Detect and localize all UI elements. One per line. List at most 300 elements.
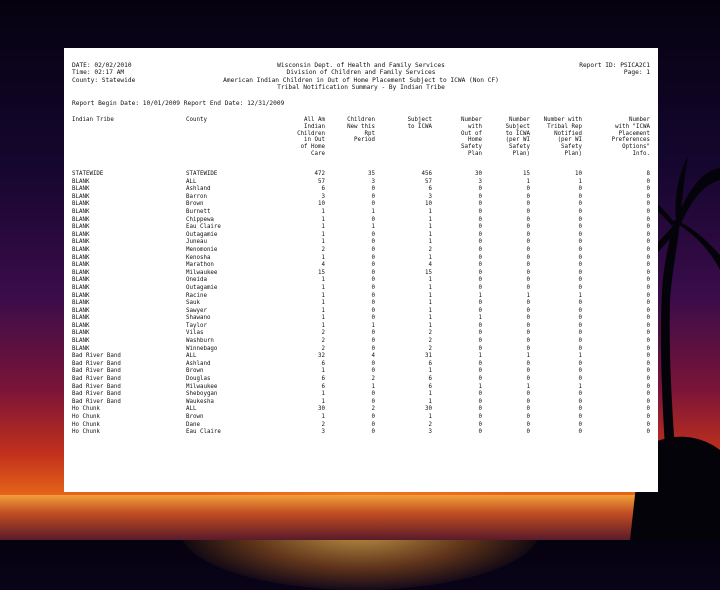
- cell-tribe: BLANK: [72, 338, 90, 345]
- page-number: Page: 1: [623, 69, 650, 77]
- cell-value: 0: [478, 254, 482, 261]
- cell-value: 0: [526, 307, 530, 314]
- cell-value: 1: [321, 231, 325, 238]
- cell-value: 0: [526, 216, 530, 223]
- cell-value: 0: [646, 216, 650, 223]
- cell-value: 0: [646, 368, 650, 375]
- cell-value: 1: [321, 315, 325, 322]
- cell-value: 32: [318, 353, 325, 360]
- table-row: [72, 308, 650, 316]
- cell-tribe: BLANK: [72, 345, 90, 352]
- cell-tribe: Bad River Band: [72, 383, 121, 390]
- col-header-tribe: Indian Tribe: [72, 117, 114, 123]
- cell-tribe: STATEWIDE: [72, 171, 104, 177]
- cell-value: 0: [526, 239, 530, 246]
- table-row: [72, 217, 650, 225]
- cell-value: 2: [321, 246, 325, 253]
- cell-value: 1: [428, 239, 432, 246]
- cell-tribe: BLANK: [72, 246, 90, 253]
- cell-value: 0: [646, 421, 650, 428]
- cell-tribe: Bad River Band: [72, 353, 121, 360]
- cell-value: 3: [428, 429, 432, 436]
- cell-value: 0: [646, 292, 650, 299]
- cell-value: 0: [371, 231, 375, 238]
- cell-value: 0: [478, 338, 482, 345]
- cell-tribe: Bad River Band: [72, 376, 121, 383]
- cell-value: 0: [371, 201, 375, 208]
- cell-tribe: BLANK: [72, 208, 90, 215]
- cell-value: 0: [578, 414, 582, 420]
- cell-tribe: BLANK: [72, 231, 90, 238]
- cell-value: 0: [646, 284, 650, 291]
- cell-value: 0: [371, 193, 375, 200]
- table-row: [72, 201, 650, 209]
- cell-value: 0: [371, 345, 375, 352]
- cell-value: 0: [526, 376, 530, 383]
- table-row: [72, 399, 650, 407]
- cell-county: Sheboygan: [186, 391, 218, 398]
- cell-value: 0: [478, 186, 482, 193]
- cell-county: Vilas: [186, 330, 204, 337]
- cell-county: STATEWIDE: [186, 171, 218, 177]
- table-row: [72, 330, 650, 338]
- report-date-range: Report Begin Date: 10/01/2009 Report End Date: 12/31/2009: [72, 100, 285, 107]
- col-header-county: County: [186, 117, 207, 123]
- table-row: [72, 247, 650, 255]
- cell-value: 472: [314, 171, 325, 177]
- cell-tribe: BLANK: [72, 292, 90, 299]
- cell-county: Outagamie: [186, 231, 218, 238]
- cell-value: 0: [526, 269, 530, 276]
- cell-value: 0: [371, 292, 375, 299]
- cell-value: 1: [371, 383, 375, 390]
- cell-value: 0: [578, 231, 582, 238]
- cell-value: 0: [526, 406, 530, 413]
- cell-value: 0: [646, 322, 650, 329]
- cell-value: 456: [421, 171, 432, 177]
- cell-county: Brown: [186, 368, 204, 375]
- cell-value: 2: [428, 345, 432, 352]
- cell-county: Taylor: [186, 322, 207, 329]
- cell-county: Milwaukee: [186, 383, 218, 390]
- cell-value: 0: [578, 330, 582, 337]
- cell-value: 35: [368, 171, 375, 177]
- cell-value: 6: [321, 360, 325, 367]
- cell-value: 0: [371, 254, 375, 261]
- cell-county: Eau Claire: [186, 224, 221, 231]
- table-row: [72, 338, 650, 346]
- cell-value: 0: [526, 398, 530, 405]
- cell-county: Barron: [186, 193, 207, 200]
- cell-value: 0: [526, 224, 530, 231]
- cell-value: 0: [526, 208, 530, 215]
- cell-tribe: BLANK: [72, 224, 90, 231]
- cell-value: 1: [428, 307, 432, 314]
- table-row: [72, 262, 650, 270]
- table-row: [72, 293, 650, 301]
- cell-county: Sauk: [186, 300, 200, 307]
- cell-value: 0: [526, 254, 530, 261]
- cell-value: 1: [321, 391, 325, 398]
- cell-county: Brown: [186, 201, 204, 208]
- cell-value: 0: [371, 315, 375, 322]
- cell-value: 0: [371, 368, 375, 375]
- cell-tribe: BLANK: [72, 330, 90, 337]
- cell-value: 0: [578, 254, 582, 261]
- cell-value: 0: [371, 216, 375, 223]
- cell-value: 0: [478, 414, 482, 420]
- cell-value: 0: [478, 345, 482, 352]
- cell-value: 0: [526, 315, 530, 322]
- cell-value: 10: [318, 201, 325, 208]
- cell-tribe: Bad River Band: [72, 391, 121, 398]
- cell-county: Dane: [186, 421, 200, 428]
- cell-value: 0: [478, 391, 482, 398]
- table-row: [72, 209, 650, 217]
- cell-tribe: Ho Chunk: [72, 414, 100, 420]
- cell-value: 57: [318, 178, 325, 185]
- col-header-new-children: Children New this Rpt Period: [347, 117, 375, 144]
- cell-value: 0: [578, 307, 582, 314]
- cell-tribe: BLANK: [72, 307, 90, 314]
- cell-value: 30: [318, 406, 325, 413]
- cell-county: Juneau: [186, 239, 207, 246]
- cell-value: 0: [526, 345, 530, 352]
- col-header-subject-icwa-plan: Number Subject to ICWA (per WI Safety Plan): [505, 117, 530, 157]
- cell-value: 0: [526, 360, 530, 367]
- cell-county: Marathon: [186, 262, 214, 269]
- cell-county: Ashland: [186, 186, 211, 193]
- cell-county: Milwaukee: [186, 269, 218, 276]
- cell-value: 1: [578, 353, 582, 360]
- cell-value: 15: [318, 269, 325, 276]
- cell-value: 0: [526, 284, 530, 291]
- cell-value: 0: [578, 429, 582, 436]
- cell-value: 0: [478, 322, 482, 329]
- cell-county: Douglas: [186, 376, 211, 383]
- cell-value: 0: [578, 277, 582, 284]
- cell-value: 1: [578, 178, 582, 185]
- cell-value: 1: [321, 414, 325, 420]
- cell-value: 0: [478, 193, 482, 200]
- table-row: [72, 429, 650, 437]
- cell-value: 1: [321, 322, 325, 329]
- cell-tribe: BLANK: [72, 193, 90, 200]
- cell-county: Ashland: [186, 360, 211, 367]
- cell-value: 2: [428, 246, 432, 253]
- cell-value: 1: [428, 208, 432, 215]
- table-row: [72, 353, 650, 361]
- cell-value: 0: [578, 186, 582, 193]
- cell-value: 1: [371, 208, 375, 215]
- table-row: [72, 414, 650, 422]
- cell-value: 0: [646, 383, 650, 390]
- cell-value: 8: [646, 171, 650, 177]
- cell-value: 0: [478, 368, 482, 375]
- cell-value: 0: [526, 193, 530, 200]
- cell-value: 0: [646, 345, 650, 352]
- cell-value: 4: [428, 262, 432, 269]
- cell-tribe: BLANK: [72, 300, 90, 307]
- cell-value: 0: [578, 338, 582, 345]
- table-row: [72, 179, 650, 187]
- cell-value: 0: [646, 398, 650, 405]
- cell-value: 0: [526, 338, 530, 345]
- col-header-safety-plan: Number with Out of Home Safety Plan: [461, 117, 482, 157]
- cell-value: 0: [646, 178, 650, 185]
- cell-value: 0: [371, 262, 375, 269]
- cell-value: 0: [371, 239, 375, 246]
- cell-tribe: BLANK: [72, 269, 90, 276]
- cell-tribe: BLANK: [72, 277, 90, 284]
- cell-value: 1: [428, 322, 432, 329]
- cell-value: 0: [478, 224, 482, 231]
- cell-county: Brown: [186, 414, 204, 420]
- cell-county: Eau Claire: [186, 429, 221, 436]
- cell-value: 0: [646, 193, 650, 200]
- cell-value: 3: [428, 193, 432, 200]
- cell-tribe: BLANK: [72, 186, 90, 193]
- cell-value: 0: [646, 429, 650, 436]
- report-id: Report ID: PSICA2C1: [579, 62, 650, 69]
- cell-value: 0: [371, 421, 375, 428]
- cell-county: Menomonie: [186, 246, 218, 253]
- cell-value: 15: [523, 171, 530, 177]
- cell-value: 0: [478, 398, 482, 405]
- cell-value: 0: [526, 186, 530, 193]
- cell-value: 0: [578, 376, 582, 383]
- cell-value: 0: [371, 307, 375, 314]
- table-row: [72, 285, 650, 293]
- cell-value: 0: [371, 186, 375, 193]
- cell-value: 0: [646, 391, 650, 398]
- cell-tribe: BLANK: [72, 216, 90, 223]
- table-row: [72, 384, 650, 392]
- cell-value: 1: [478, 315, 482, 322]
- cell-value: 10: [425, 201, 432, 208]
- cell-tribe: BLANK: [72, 315, 90, 322]
- cell-value: 0: [371, 398, 375, 405]
- cell-value: 1: [321, 284, 325, 291]
- cell-county: Burnett: [186, 208, 211, 215]
- cell-value: 0: [478, 246, 482, 253]
- cell-value: 2: [371, 376, 375, 383]
- cell-value: 0: [526, 231, 530, 238]
- cell-value: 0: [371, 360, 375, 367]
- cell-value: 0: [646, 307, 650, 314]
- cell-value: 0: [646, 376, 650, 383]
- cell-value: 15: [425, 269, 432, 276]
- cell-tribe: BLANK: [72, 178, 90, 185]
- cell-value: 0: [646, 269, 650, 276]
- cell-value: 2: [321, 330, 325, 337]
- table-row: [72, 224, 650, 232]
- report-page: [64, 48, 658, 492]
- table-row: [72, 239, 650, 247]
- table-row: [72, 406, 650, 414]
- cell-value: 57: [425, 178, 432, 185]
- cell-value: 1: [321, 254, 325, 261]
- cell-value: 1: [428, 292, 432, 299]
- cell-value: 2: [428, 421, 432, 428]
- cell-value: 0: [478, 239, 482, 246]
- cell-value: 3: [321, 429, 325, 436]
- cell-tribe: BLANK: [72, 284, 90, 291]
- col-header-all-children: All Am Indian Children in Out of Home Care: [297, 117, 325, 157]
- cell-value: 0: [526, 277, 530, 284]
- cell-value: 1: [478, 292, 482, 299]
- cell-value: 0: [526, 201, 530, 208]
- cell-tribe: Bad River Band: [72, 360, 121, 367]
- cell-value: 4: [371, 353, 375, 360]
- cell-value: 6: [428, 186, 432, 193]
- cell-value: 0: [578, 246, 582, 253]
- cell-value: 0: [646, 414, 650, 420]
- cell-value: 0: [578, 406, 582, 413]
- cell-value: 0: [526, 414, 530, 420]
- cell-value: 0: [578, 315, 582, 322]
- cell-value: 0: [371, 429, 375, 436]
- cell-value: 1: [321, 398, 325, 405]
- table-row: [72, 323, 650, 331]
- report-title: American Indian Children in Out of Home Placement Subject to ICWA (Non CF): [223, 76, 499, 84]
- col-header-placement-prefs: Number with "ICWA Placement Preferences Options" Info.: [611, 117, 650, 157]
- table-row: [72, 422, 650, 430]
- report-subtitle: Tribal Notification Summary - By Indian Tribe: [277, 84, 445, 92]
- cell-value: 1: [371, 322, 375, 329]
- cell-value: 0: [646, 254, 650, 261]
- cell-value: 0: [578, 300, 582, 307]
- table-row: [72, 171, 650, 179]
- cell-value: 0: [646, 353, 650, 360]
- column-headers: [72, 117, 650, 163]
- cell-value: 0: [526, 246, 530, 253]
- cell-value: 0: [578, 322, 582, 329]
- cell-value: 6: [428, 360, 432, 367]
- cell-value: 0: [646, 208, 650, 215]
- cell-county: Waukesha: [186, 398, 214, 405]
- cell-value: 1: [321, 307, 325, 314]
- cell-value: 0: [526, 262, 530, 269]
- cell-value: 0: [526, 300, 530, 307]
- cell-value: 0: [526, 429, 530, 436]
- cell-value: 0: [478, 330, 482, 337]
- cell-value: 0: [478, 231, 482, 238]
- table-row: [72, 300, 650, 308]
- cell-county: Outagamie: [186, 284, 218, 291]
- cell-value: 1: [428, 231, 432, 238]
- cell-value: 1: [321, 292, 325, 299]
- cell-tribe: Bad River Band: [72, 398, 121, 405]
- cell-value: 1: [428, 216, 432, 223]
- cell-value: 1: [321, 368, 325, 375]
- cell-value: 0: [646, 338, 650, 345]
- cell-value: 0: [646, 315, 650, 322]
- cell-value: 0: [478, 284, 482, 291]
- cell-county: Washburn: [186, 338, 214, 345]
- cell-tribe: Ho Chunk: [72, 406, 100, 413]
- cell-value: 4: [321, 262, 325, 269]
- cell-county: Shawano: [186, 315, 211, 322]
- cell-value: 0: [578, 239, 582, 246]
- cell-value: 0: [578, 421, 582, 428]
- cell-value: 0: [578, 208, 582, 215]
- cell-value: 1: [428, 315, 432, 322]
- cell-value: 3: [321, 193, 325, 200]
- cell-tribe: BLANK: [72, 322, 90, 329]
- cell-value: 1: [578, 292, 582, 299]
- table-row: [72, 194, 650, 202]
- cell-value: 1: [428, 368, 432, 375]
- cell-value: 0: [478, 376, 482, 383]
- cell-value: 2: [321, 338, 325, 345]
- cell-value: 0: [478, 406, 482, 413]
- cell-value: 0: [646, 406, 650, 413]
- cell-value: 1: [526, 292, 530, 299]
- cell-value: 0: [526, 330, 530, 337]
- cell-value: 6: [321, 376, 325, 383]
- cell-value: 0: [646, 231, 650, 238]
- table-row: [72, 391, 650, 399]
- cell-value: 0: [526, 322, 530, 329]
- cell-value: 0: [578, 391, 582, 398]
- cell-value: 0: [371, 330, 375, 337]
- cell-county: Racine: [186, 292, 207, 299]
- report-county: County: Statewide: [72, 76, 136, 84]
- cell-value: 0: [371, 391, 375, 398]
- cell-value: 1: [321, 239, 325, 246]
- cell-value: 0: [478, 216, 482, 223]
- report-table-body: [72, 171, 650, 437]
- cell-value: 1: [428, 254, 432, 261]
- table-row: [72, 255, 650, 263]
- table-row: [72, 270, 650, 278]
- cell-value: 0: [478, 277, 482, 284]
- cell-value: 0: [646, 201, 650, 208]
- cell-value: 1: [321, 208, 325, 215]
- cell-county: Oneida: [186, 277, 207, 284]
- cell-value: 0: [578, 193, 582, 200]
- table-row: [72, 186, 650, 194]
- cell-value: 6: [321, 186, 325, 193]
- cell-value: 1: [526, 178, 530, 185]
- cell-value: 1: [478, 353, 482, 360]
- cell-value: 1: [428, 224, 432, 231]
- cell-value: 0: [478, 269, 482, 276]
- cell-value: 30: [475, 171, 482, 177]
- cell-tribe: BLANK: [72, 239, 90, 246]
- col-header-tribal-rep: Number with Tribal Rep Notified (per WI Safety Plan): [543, 117, 582, 157]
- cell-value: 0: [578, 224, 582, 231]
- cell-tribe: BLANK: [72, 254, 90, 261]
- cell-value: 0: [646, 330, 650, 337]
- cell-value: 0: [578, 216, 582, 223]
- cell-value: 6: [428, 383, 432, 390]
- cell-value: 1: [428, 398, 432, 405]
- cell-value: 30: [425, 406, 432, 413]
- cell-tribe: Ho Chunk: [72, 421, 100, 428]
- cell-value: 2: [428, 330, 432, 337]
- report-time: Time: 02:17 AM: [72, 69, 125, 77]
- cell-value: 1: [428, 391, 432, 398]
- cell-value: 0: [646, 186, 650, 193]
- cell-value: 0: [578, 284, 582, 291]
- cell-value: 6: [321, 383, 325, 390]
- cell-value: 0: [646, 262, 650, 269]
- table-row: [72, 376, 650, 384]
- cell-value: 2: [321, 345, 325, 352]
- cell-value: 0: [646, 360, 650, 367]
